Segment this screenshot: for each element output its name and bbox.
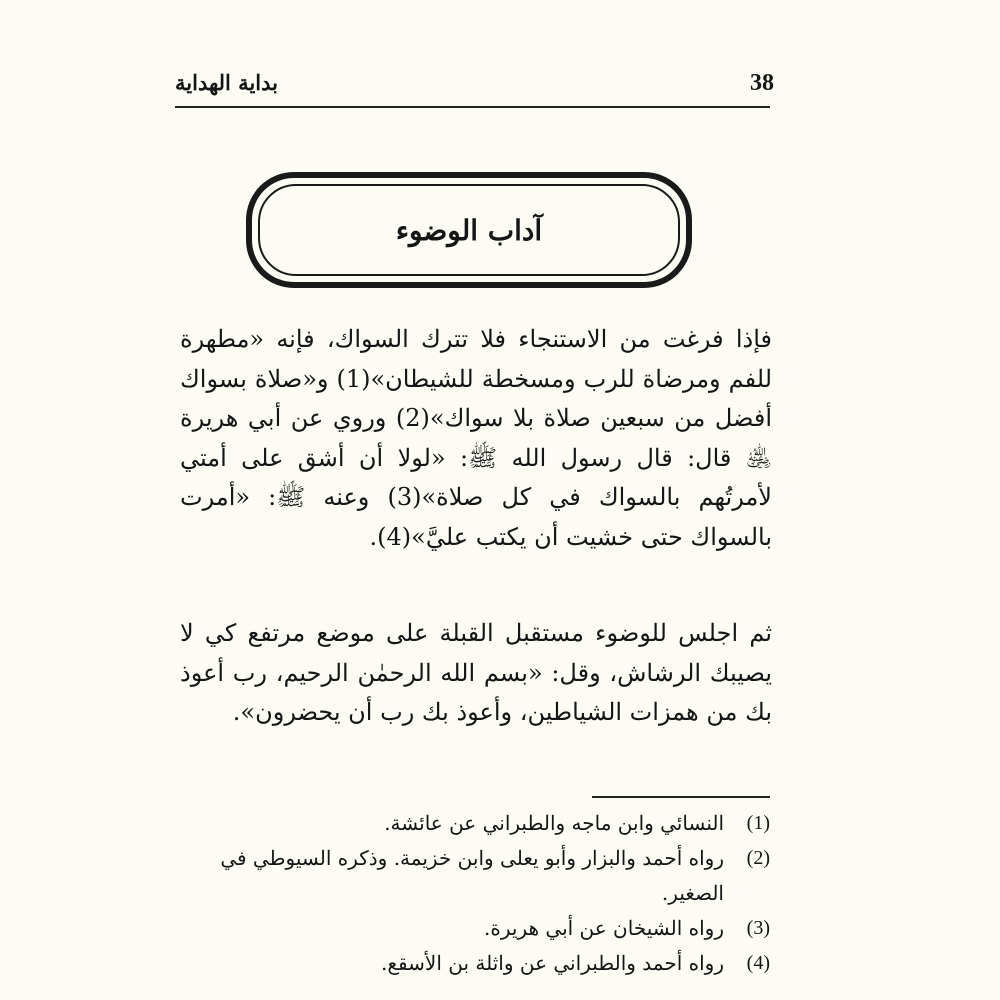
body-paragraph-2: ثم اجلس للوضوء مستقبل القبلة على موضع مرتفع كي لا يصيبك الرشاش، وقل: «بسم الله الرحمٰن الرحيم، رب أعوذ بك من همزات الشياطين، وأعوذ بك رب أن يحضرون».	[180, 619, 772, 726]
footnote-text: رواه أحمد والبزار وأبو يعلى وابن خزيمة. وذكره السيوطي في الصغير.	[220, 846, 724, 905]
footnotes	[175, 806, 770, 981]
footnote-4	[175, 946, 770, 981]
footnote-2	[175, 841, 770, 911]
footnote-number: (4)	[746, 952, 770, 974]
running-title: بداية الهداية	[175, 70, 278, 95]
page-number: 38	[750, 70, 774, 96]
footnote-number: (1)	[746, 812, 770, 834]
header-rule	[175, 106, 770, 108]
section-title-frame	[246, 172, 692, 288]
page-header	[175, 60, 774, 110]
footnote-number: (3)	[746, 917, 770, 939]
footnote-3	[175, 911, 770, 946]
footnote-1	[175, 806, 770, 841]
footnote-rule	[592, 796, 770, 798]
footnote-number: (2)	[746, 847, 770, 869]
section-title: آداب الوضوء	[395, 213, 543, 247]
footnote-text: رواه أحمد والطبراني عن واثلة بن الأسقع.	[381, 951, 724, 975]
body-paragraph-1: فإذا فرغت من الاستنجاء فلا تترك السواك، فإنه «مطهرة للفم ومرضاة للرب ومسخطة للشيطان»(1) و«صلاة بسواك أفضل من سبعين صلاة بلا سواك»(2) وروي عن أبي هريرة ﵁ قال: قال رسول الله ﷺ: «لولا أن أشق على أمتي لأمرتُهم بالسواك في كل صلاة»(3) وعنه ﷺ: «أمرت بالسواك حتى خشيت أن يكتب عليَّ»(4).	[180, 325, 773, 551]
footnote-text: رواه الشيخان عن أبي هريرة.	[484, 916, 724, 940]
section-title-frame-inner	[258, 184, 680, 276]
footnote-text: النسائي وابن ماجه والطبراني عن عائشة.	[384, 811, 724, 835]
